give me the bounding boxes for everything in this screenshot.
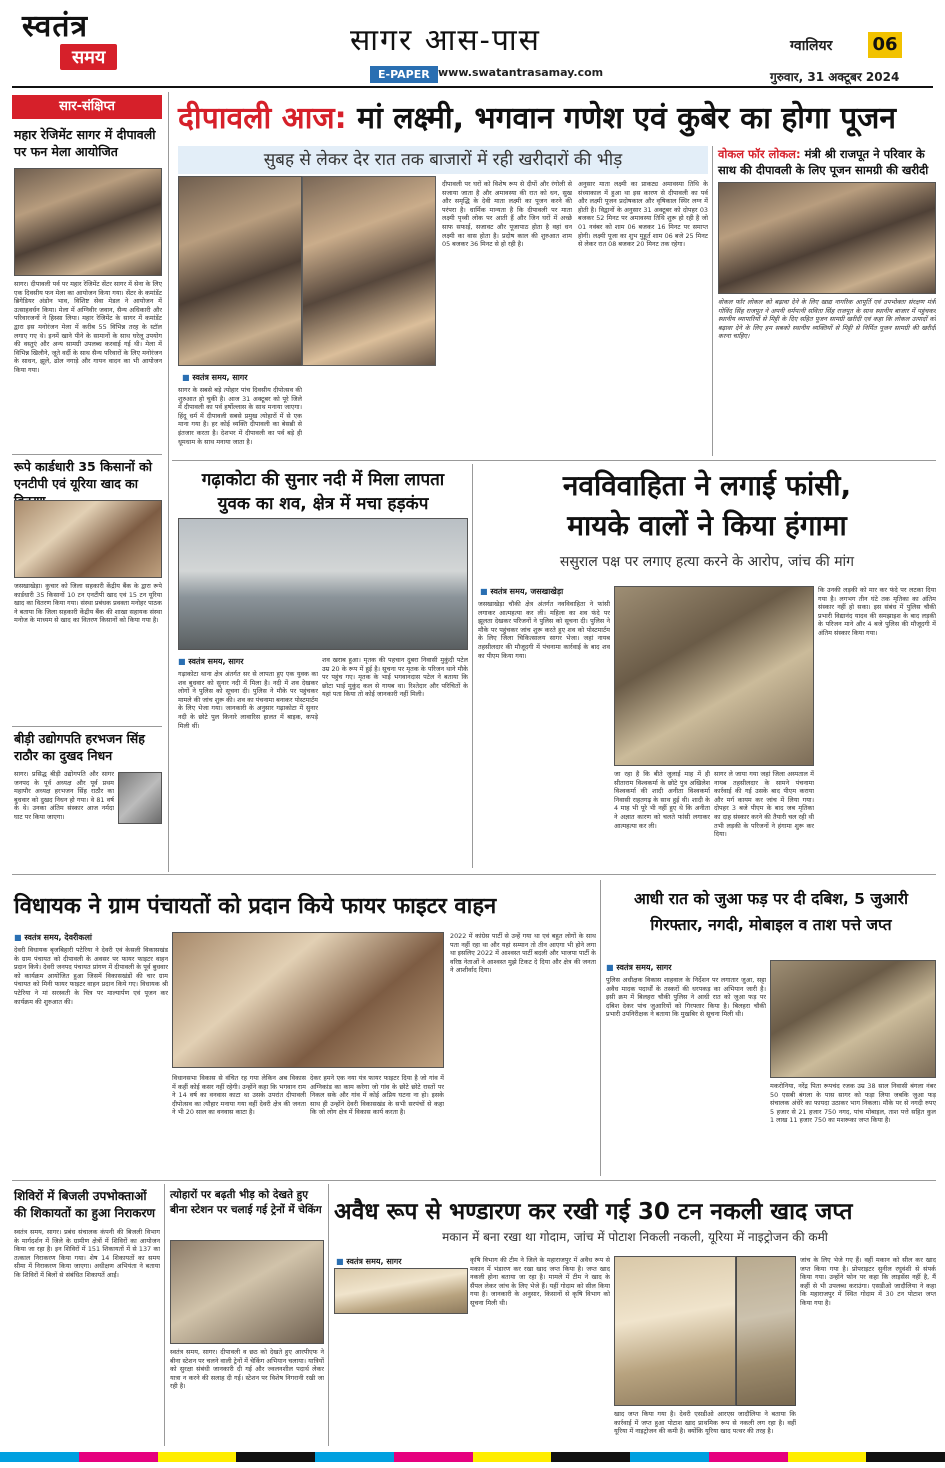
obituary-portrait-photo <box>118 772 162 824</box>
lead-headline <box>178 96 896 137</box>
color-swatch <box>788 1452 867 1462</box>
color-swatch <box>551 1452 630 1462</box>
firefighter-body-col-4: 2022 में कांग्रेस पार्टी से उन्हें गया था एवं बहुत लोगों के साथ पता नहीं रहा था और यहां सम्मान तो तीन आएगा भी होने लगा था इसलिए 2022 में आश्वस्त पार्टी बदली और भाजपा पार्टी के वरिष्ठ नेताओं ने आश्वस्त मुझे टिकट दे दिया और क्षेत्र की जनता ने आशीर्वाद दिया। <box>450 932 596 975</box>
color-swatch <box>473 1452 552 1462</box>
logo-top-text: स्वतंत्र <box>22 9 89 44</box>
section-divider <box>12 1180 936 1181</box>
gambling-arrest-photo <box>770 960 936 1078</box>
sidebar-story-3-body: सागर। प्रसिद्ध बीड़ी उद्योगपति और सागर जनपद के पूर्व अध्यक्ष और पूर्व प्रथम महापौर अध्यक्ष हरभजन सिंह राठौर का बुधवार को दुखद निधन हो गया। वे 81 वर्ष के थे। उनका अंतिम संस्कार आज नर्मदा घाट पर किया जाएगा। <box>14 770 114 821</box>
fertilizer-byline: ■ स्वतंत्र समय, सागर <box>336 1256 402 1267</box>
suicide-crowd-photo <box>614 586 814 766</box>
trains-checking-photo <box>170 1240 324 1344</box>
sidebar-story-2-body: जसखाखेड़ा। कुचार को जिला सहकारी केंद्रीय बैंक के द्वारा रूपे कार्डधारी 35 किसानों 10 टन एनटीपी खाद एवं 15 टन यूरिया खाद का वितरण किया गया। संस्था प्रबंधक प्रवक्ता मनोहर पाठक ने बताया कि जिला सहकारी केंद्रीय बैंक की शाखा सहायक संस्था मनोज के माध्यम से खाद का वितरण किसानों को किया गया है। <box>14 582 162 625</box>
garhakota-headline <box>178 468 468 516</box>
sidebar-divider <box>12 454 162 455</box>
sidebar-story-2-title: रूपे कार्डधारी 35 किसानों को एनटीपी एवं यूरिया खाद का <box>14 459 152 491</box>
color-swatch <box>79 1452 158 1462</box>
lead-body-col-1: सागर के सबसे बड़े त्योहार पांच दिवसीय दीपोत्सव की शुरुआत हो चुकी है। आज 31 अक्टूबर को पूरे जिले में दीपावली का पर्व हर्षोल्लास के साथ मनाया जाएगा। हिंदू धर्म में दीपावली सबसे प्रमुख त्योहारों में से एक माना गया है। हर कोई व्यक्ति दीपावली का बेसब्री से इंतजार करता है। देशभर में दीपावली का पर्व बड़े ही धूमधाम के साथ मनाया जाता है। <box>178 386 302 446</box>
suicide-body-col-4: कि उनकी लड़की को मार कर फंदे पर लटका दिया गया है। लगभग तीन घंटे तक मृतिका का अंतिम संस्कार नहीं हो सका। इस संबंध में पुलिस चौकी प्रभारी विद्यानंद यादव की समझाइश के बाद लड़की के परिजन माने और 4 बजे पुलिस की मौजूदगी में अंतिम संस्कार किया गया। <box>818 586 936 637</box>
firefighter-headline: विधायक ने ग्राम पंचायतों को प्रदान किये फायर फाइटर वाहन <box>14 894 497 919</box>
firefighter-body-col-2: विधानसभा विकास से वंचित रह गया लेकिन अब विकास में कहीं कोई कसर नहीं रहेगी। उन्होंने कहा कि भगवान राम ने 14 वर्ष का वनवास काटा था उसके उपरांत दीपावली दीपोत्सव का त्यौहार मनाया गया वहीं देवरी क्षेत्र की जनता ने भी 20 साल का वनवास काटा है। <box>172 1074 306 1117</box>
fertilizer-subhead: मकान में बना रखा था गोदाम, जांच में पोटाश निकली नकली, यूरिया में नाइट्रोजन की कमी <box>442 1230 828 1244</box>
color-swatch <box>158 1452 237 1462</box>
sidebar-story-2-photo <box>14 500 162 578</box>
garhakota-body-col-1: गढ़ाकोटा थाना क्षेत्र अंतर्गत सर से लापता हुए एक युवक का शव बुधवार को सुनार नदी में मिला है। नदी में शव देखकर लोगों ने पुलिस को सूचना दी। पुलिस ने मौके पर पहुंचकर मामले की जांच शुरू की। शव का पंचनामा बनाकर पोस्टमार्टम के लिए भेजा गया। जानकारी के अनुसार गढ़ाकोटा में सुनार नदी के छोटे पुल किनारे लावारिस हालत में बाइक, कपड़े मिली थीं। <box>178 670 318 730</box>
fertilizer-sacks-photo-1 <box>334 1268 468 1314</box>
fertilizer-body-col-2: खाद जप्त किया गया है। देवरी एसडीओ आरएस जादौलिया ने बताया कि कार्रवाई में जप्त हुआ पोटाश खाद प्राथमिक रूप से नकली लग रहा है। वहीं यूरिया में नाइट्रोजन की कमी है। क्योंकि यूरिया खाद पत्थर की तरह है। <box>614 1410 796 1436</box>
lead-body-col-2: दीपावली पर घरों को विशेष रूप से दीपों और रंगोली से सजाया जाता है और अमावस्या की रात को धन, सुख और समृद्धि के देवी माता लक्ष्मी का पूजन करने की परंपरा है। धार्मिक मान्यता है कि दीपावली पर माता लक्ष्मी पृथ्वी लोक पर आती हैं और जिन घरों में अच्छे साफ सफाई, सजावट और पूजापाठ होता है वहां धन लक्ष्मी का वास होता है। प्रदोष काल की शुरुआत शाम 05 बजकर 36 मिनट से हो रही है। <box>442 180 572 249</box>
print-color-bar <box>0 1452 945 1462</box>
suicide-body-col-2: जा रहा है कि बीते जुलाई माह में ही सीताराम विश्वकर्मा के छोटे पुत्र अखिलेश विश्वकर्मा की शादी अनीता विश्वकर्मा निवासी राहतगढ़ के साथ हुई थी। शादी के 4 माह भी पूरे भी नहीं हुए थे कि अनीता ने अज्ञात कारण को चलते फांसी लगाकर आत्महत्या कर ली। <box>614 770 710 830</box>
lead-body-col-3: अनुसार माता लक्ष्मी का प्राकट्य अमावस्या तिथि के संध्याकाल में हुआ था इस कारण से दीपावली का पर्व और लक्ष्मी पूजन प्रदोषकाल और वृषिकाल स्थिर लग्न में होती है। विद्वानों के अनुसार 31 अक्टूबर को दोपहर 03 बजकर 52 मिनट पर अमावस्या तिथि शुरू हो रही है जो 01 नवंबर को शाम 06 बजकर 16 मिनट पर समाप्त होगी। लक्ष्मी पूजा का शुभ मुहूर्त शाम 06 बजे 25 मिनट से लेकर रात 08 बजकर 20 मिनट तक रहेगा। <box>578 180 708 249</box>
sidebar-story-3-title: बीड़ी उद्योगपति हरभजन सिंह राठौर का दुखद निधन <box>14 731 145 763</box>
dateline: गुरुवार, 31 अक्टूबर 2024 <box>770 70 900 84</box>
gambling-headline-line-1: आधी रात को जुआ फड़ पर दी दबिश, 5 जुआरी <box>633 890 909 908</box>
vocal-kicker: वोकल फॉर लोकल: <box>718 147 801 161</box>
sidebar-divider <box>12 726 162 727</box>
fertilizer-headline: अवैध रूप से भण्डारण कर रखी गई 30 टन नकली खाद जप्त <box>334 1199 853 1225</box>
lead-subhead: सुबह से लेकर देर रात तक बाजारों में रही खरीदारों की भीड़ <box>178 146 708 174</box>
lead-market-photo-2 <box>302 176 436 366</box>
firefighter-ceremony-photo <box>172 932 444 1068</box>
suicide-headline-line-1: नवविवाहिता ने लगाई फांसी, <box>562 469 852 502</box>
suicide-body-col-3: सागर ले जाया गया जहां जिला अस्पताल में नायब तहसीलदार के सामने पंचनामा कार्रवाई की गई उसके बाद पीएम कराया और मर्ग कायम कर जांच में लिया गया। दोपहर 3 बजे पीएम के बाद जब मृतिका का दाह संस्कार करने की तैयारी चल रही थी तभी लड़की के परिजनों ने हंगामा शुरू कर दिया। <box>714 770 814 839</box>
color-swatch <box>236 1452 315 1462</box>
lead-market-photo <box>178 176 302 366</box>
website-link[interactable]: www.swatantrasamay.com <box>438 66 604 79</box>
color-swatch <box>315 1452 394 1462</box>
camps-headline: शिविरों में बिजली उपभोक्ताओं की शिकायतों का हुआ निराकरण <box>14 1189 156 1220</box>
page-number: 06 <box>868 32 902 58</box>
firefighter-body-col-3: देकर हमने एक नया यंत्र फायर फाइटर दिया है जो गांव में अग्निकांड का काम करेगा जो गांव के छोटे छोटे रास्तों पर निकल सके और गांव में कोई अप्रिय घटना ना हो। इसके साथ ही उन्होंने देवरी विकासखंड के सभी सरपंचों से कहा कि जो लोग क्षेत्र में विकास कार्य करता है। <box>310 1074 444 1117</box>
gambling-byline: ■ स्वतंत्र समय, सागर <box>606 962 672 973</box>
trains-body: स्वतंत्र समय, सागर। दीपावली व छठ को देखते हुए आरपीएफ ने बीना स्टेशन पर चलने वाली ट्रेनों में चेकिंग अभियान चलाया। यात्रियों को सुरक्षा संबंधी जानकारी दी गई और ज्वलनशील पदार्थ लेकर यात्रा न करने की सलाह दी गई। स्टेशन पर विशेष निगरानी रखी जा रही है। <box>170 1348 324 1391</box>
column-divider <box>712 146 713 456</box>
sidebar-header: सार-संक्षिप्त <box>12 95 162 119</box>
color-swatch <box>394 1452 473 1462</box>
column-divider <box>168 92 169 872</box>
color-swatch <box>0 1452 79 1462</box>
suicide-headline <box>478 466 936 546</box>
sidebar-story-1-title: महार रेजिमेंट सागर में दीपावली पर फन मेला आयोजित <box>14 127 156 159</box>
garhakota-river-photo <box>178 518 468 650</box>
gambling-body-col-1: पुलिस अधीक्षक विकास शाहवाल के निर्देशन पर लगातार जुआ, सट्टा अवैध मादक पदार्थों के तस्करों की धरपकड़ का अभियान जारी है। इसी क्रम में बिलहरा चौकी पुलिस ने आधी रात को जुआ फड़ पर दबिश देकर पांच जुआरियों को गिरफ्तार किया है। बिलहरा चौकी प्रभारी उपनिरीक्षक ने बताया कि मुखबिर से सूचना मिली थी। <box>606 976 766 1019</box>
lead-kicker: दीपावली आज: <box>178 101 347 136</box>
suicide-headline-line-2: मायके वालों ने किया हंगामा <box>567 509 847 542</box>
trains-headline: त्योहारों पर बढ़ती भीड़ को देखते हुए बीना स्टेशन पर चलाई गई ट्रेनों में चेकिंग <box>170 1189 322 1216</box>
epaper-label: E-PAPER <box>370 66 438 83</box>
column-divider <box>472 464 473 868</box>
suicide-subhead: ससुराल पक्ष पर लगाए हत्या करने के आरोप, जांच की मांग <box>559 554 855 570</box>
color-swatch <box>709 1452 788 1462</box>
camps-body: स्वतंत्र समय, सागर। प्रबंध संचालक कंपनी की बिजली विभाग के मार्गदर्शन में जिले के ग्रामीण क्षेत्रों में शिविरों का आयोजन किया जा रहा है। इन शिविरों में 151 शिकायतों में से 137 का तत्काल निराकरण किया गया। शेष 14 शिकायतों का समय सीमा में निराकरण किया जाएगा। अधीक्षण अभियंता ने बताया कि शिविरों में बिलों से संबंधित शिकायतें आईं। <box>14 1228 160 1279</box>
section-divider <box>172 460 936 461</box>
fertilizer-body-col-3: जांच के लिए भेजे गए हैं। वहीं मकान को सील कर खाद जप्त किया गया है। प्रोपराइटर सुनील रघुवंशी से संपर्क किया गया। उन्होंने फोन पर कहा कि लाइसेंस नहीं है, मैं कहीं से भी उपलब्ध कराउंगा। एसडीओ जादौलिया ने कहा कि महाराजपुर में स्थित गोदाम में 30 टन पोटाश जप्त किया गया है। <box>800 1256 936 1307</box>
fertilizer-sacks-photo-3 <box>736 1256 796 1406</box>
suicide-byline: ■ स्वतंत्र समय, जसखाखेड़ा <box>480 586 563 597</box>
edition-name: ग्वालियर <box>790 38 833 54</box>
fertilizer-sacks-photo-2 <box>614 1256 736 1406</box>
sidebar-story-1-photo <box>14 168 162 276</box>
column-divider <box>328 1184 329 1446</box>
suicide-body-col-1: जसखाखेड़ा चौकी क्षेत्र अंतर्गत नवविवाहिता ने फांसी लगाकर आत्महत्या कर ली। महिला का शव फंदे पर झूलता देखकर परिजनों ने पुलिस को सूचना दी। पुलिस ने मौके पर पहुंचकर जांच शुरू करते हुए शव को पोस्टमार्टम के लिए जिला चिकित्सालय सागर भेजा। जहां नायब तहसीलदार की मौजूदगी में पंचनामा कार्रवाई के बाद शव का पीएम किया गया। <box>478 600 610 660</box>
sidebar-story-1-body: सागर। दीपावली पर्व पर महार रेजिमेंट सेंटर सागर में सेना के लिए एक दिवसीय फन मेला का आयोजन किया गया। सेंटर के कमांडेंट ब्रिगेडियर अंडोन भाव, विशिष्ट सेवा मेडल ने आयोजन में उत्साहवर्धन किया। मेला में अग्निवीर जवान, सैन्य अधिकारी और परिवारजनों ने हिस्सा लिया। महार रेजिमेंट के सागर में कमांडेंट द्वारा इस मनोरंजन मेला में करीब 55 विभिन्न तरह के स्टॉल लगाए गए थे। इनमें खाने पीने के सामानों के साथ घरेलू उपयोग की वस्तुएं और अन्य सामग्री उपलब्ध करवाई गई थी। मेला में विभिन्न खिलौने, जूते वर्दी के साथ सैन्य परिवारों के लिए मनोरंजन के साधन, झूले, ढोल नगाड़े और गायन वादन का भी आयोजन किया गया। <box>14 280 162 374</box>
fertilizer-body-col-1: कृषि विभाग की टीम ने जिले के महाराजपुर में अवैध रूप से मकान में भंडारण कर रखा खाद जप्त किया है। जप्त खाद नकली होना बताया जा रहा है। मामले में टीम ने खाद के सैंपल लेकर जांच के लिए भेजे हैं। यहीं गोदाम को सील किया गया है। जानकारी के अनुसार, किसानों से कृषि विभाग को सूचना मिली थी। <box>470 1256 610 1307</box>
page-section-title: सागर आस-पास <box>350 23 541 58</box>
vocal-body: वोकल फॉर लोकल को बढ़ावा देने के लिए खाद्य नागरिक आपूर्ति एवं उपभोक्ता संरक्षण मंत्री गोविंद सिंह राजपूत ने अपनी धर्मपत्नी सविता सिंह राजपूत के साथ स्थानीय बाजार में पहुंचकर स्थानीय व्यापारियों से मिट्टी के दिए सहित पूजन सामग्री खरीदी एवं कहा कि लोकल उत्पादों को बढ़ावा देने के लिए हम सबको स्थानीय व्यक्तियों से मिट्टी से निर्मित पूजन सामग्री की खरीदी करना चाहिए। <box>718 298 936 341</box>
garhakota-headline-line-1: गढ़ाकोटा की सुनार नदी में मिला लापता <box>201 470 445 490</box>
gambling-body-col-2: मकरोनिया, नरेंद्र पिता रूपचंद रजक उम्र 38 साल निवासी बंगला नंबर 50 एसबी बंगला के पास सागर को फड़ा लिया जबकि जुआ फड़ संचालक अंधेरे का फायदा उठाकर भाग निकला। मौके पर से नगदी रुपए 5 हजार से 21 हजार 750 नगद, पांच मोबाइल, ताश पत्ते सहित कुल 1 लाख 11 हजार 750 का मशरूका जप्त किया है। <box>770 1082 936 1125</box>
vocal-headline <box>718 146 936 178</box>
vocal-headline-text: मंत्री श्री राजपूत ने परिवार के साथ की दीपावली के लिए पूजन सामग्री की खरीदी <box>718 147 929 177</box>
lead-headline-text: मां लक्ष्मी, भगवान गणेश एवं कुबेर का होगा पूजन <box>357 101 897 136</box>
newspaper-logo <box>22 10 162 74</box>
section-divider <box>12 874 936 875</box>
garhakota-headline-line-2: युवक का शव, क्षेत्र में मचा हड़कंप <box>217 494 429 514</box>
color-swatch <box>866 1452 945 1462</box>
column-divider <box>164 1184 165 1446</box>
lead-byline: ■ स्वतंत्र समय, सागर <box>182 372 248 383</box>
firefighter-body-col-1: देवरी विधायक बृजबिहारी पटेरिया ने देवरी एवं केसली विकासखंड के ग्राम पंचायत को दीपावली के अवसर पर फायर फाइटर वाहन प्रदान किये। देवरी जनपद पंचायत प्रांगण में दीपावली के पूर्व बुधवार को कार्यक्रम आयोजित हुआ जिसमें विकासखंडों की चार ग्राम पंचायत को मिनी फायर फाइटर वाहन प्रदान किये गए। विधायक श्री पटेरिया ने मां सरस्वती के चित्र पर माल्यार्पण एवं पूजन कर कार्यक्रम की शुरुआत की। <box>14 946 168 1006</box>
color-swatch <box>630 1452 709 1462</box>
gambling-headline <box>606 886 936 938</box>
firefighter-byline: ■ स्वतंत्र समय, देवरीकलां <box>14 932 92 943</box>
column-divider <box>600 880 601 1176</box>
gambling-headline-line-2: गिरफ्तार, नगदी, मोबाइल व ताश पत्ते जप्त <box>650 916 892 934</box>
masthead-divider <box>12 86 933 88</box>
garhakota-byline: ■ स्वतंत्र समय, सागर <box>178 656 244 667</box>
vocal-minister-photo <box>718 182 936 294</box>
garhakota-body-col-2: शव खराब हुआ। मृतक की पहचान दुबरा निवासी मुकुंदी पटेल उम्र 20 के रूप में हुई है। सूचना पर मृतक के परिजन थाने मौके पर पहुंच गए। मृतक के भाई भगवानदास पटेल ने बताया कि छोटा भाई मुकुंद कल से गायब था। रिश्तेदार और परिचितों के यहां पता किया तो कोई जानकारी नहीं मिली। <box>322 656 468 699</box>
logo-box-text: समय <box>60 44 117 70</box>
